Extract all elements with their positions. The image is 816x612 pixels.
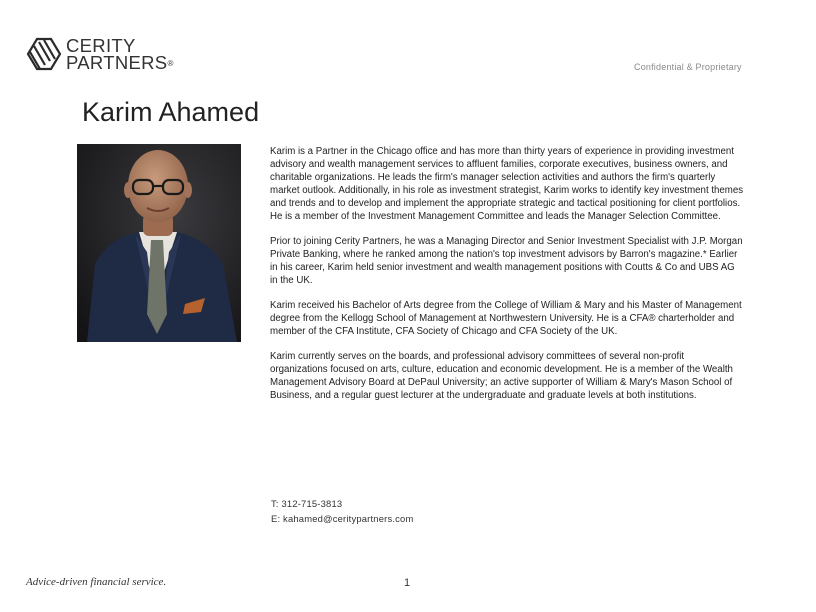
bio-paragraph-1: Karim is a Partner in the Chicago office and has more than thirty years of experience in providing investment advisory and wealth management services to affluent families, corporate executives, business owners, and charitable organizations. He leads the firm's manager selection activities and authors the firm's quarterly market outlook. Additionally, in his role as investment strategist, Karim works to identify key investment themes and trends and to develop and implement the appropriate strategic and tactical positioning for client portfolios. He is a member of the Investment Management Committee and leads the Manager Selection Committee. (270, 146, 744, 222)
contact-info (271, 496, 413, 526)
registered-mark: ® (167, 59, 174, 68)
logo-wordmark (66, 37, 174, 71)
profile-name: Karim Ahamed (82, 97, 260, 127)
cerity-logo-icon (26, 37, 62, 71)
footer-tagline: Advice-driven financial service. (26, 576, 167, 588)
bio-paragraph-2: Prior to joining Cerity Partners, he was a Managing Director and Senior Investment Specialist with J.P. Morgan Private Banking, where he ranked among the nation's top investment advisors by Barron's magazine.* Earlier in his career, Karim held senior investment and wealth management positions with Coutts & Co and UBS AG in the UK. (270, 236, 743, 286)
logo-line-1: CERITY (66, 35, 136, 56)
phone-number: T: 312-715-3813 (271, 498, 343, 509)
biography (270, 145, 744, 414)
cerity-partners-logo (26, 37, 186, 73)
email-address: E: kahamed@ceritypartners.com (271, 513, 414, 524)
bio-paragraph-3: Karim received his Bachelor of Arts degree from the College of William & Mary and his Master of Management degree from the Kellogg School of Management at Northwestern University. He is a CFA® charterholder and member of the CFA Institute, CFA Society of Chicago and CFA Society of the UK. (270, 300, 742, 337)
logo-line-2 (66, 54, 174, 71)
confidential-label: Confidential & Proprietary (634, 62, 742, 72)
page-number: 1 (404, 577, 411, 589)
logo-line-2-text: PARTNERS (66, 52, 168, 73)
profile-photo (77, 144, 241, 342)
portrait-illustration (77, 144, 241, 342)
bio-paragraph-4: Karim currently serves on the boards, and professional advisory committees of several non-profit organizations focused on arts, culture, education and economic development. He is a member of the Wealth Management Advisory Board at DePaul University; an active supporter of William & Mary's Mason School of Business, and a regular guest lecturer at the undergraduate and graduate levels at both institutions. (270, 351, 733, 401)
